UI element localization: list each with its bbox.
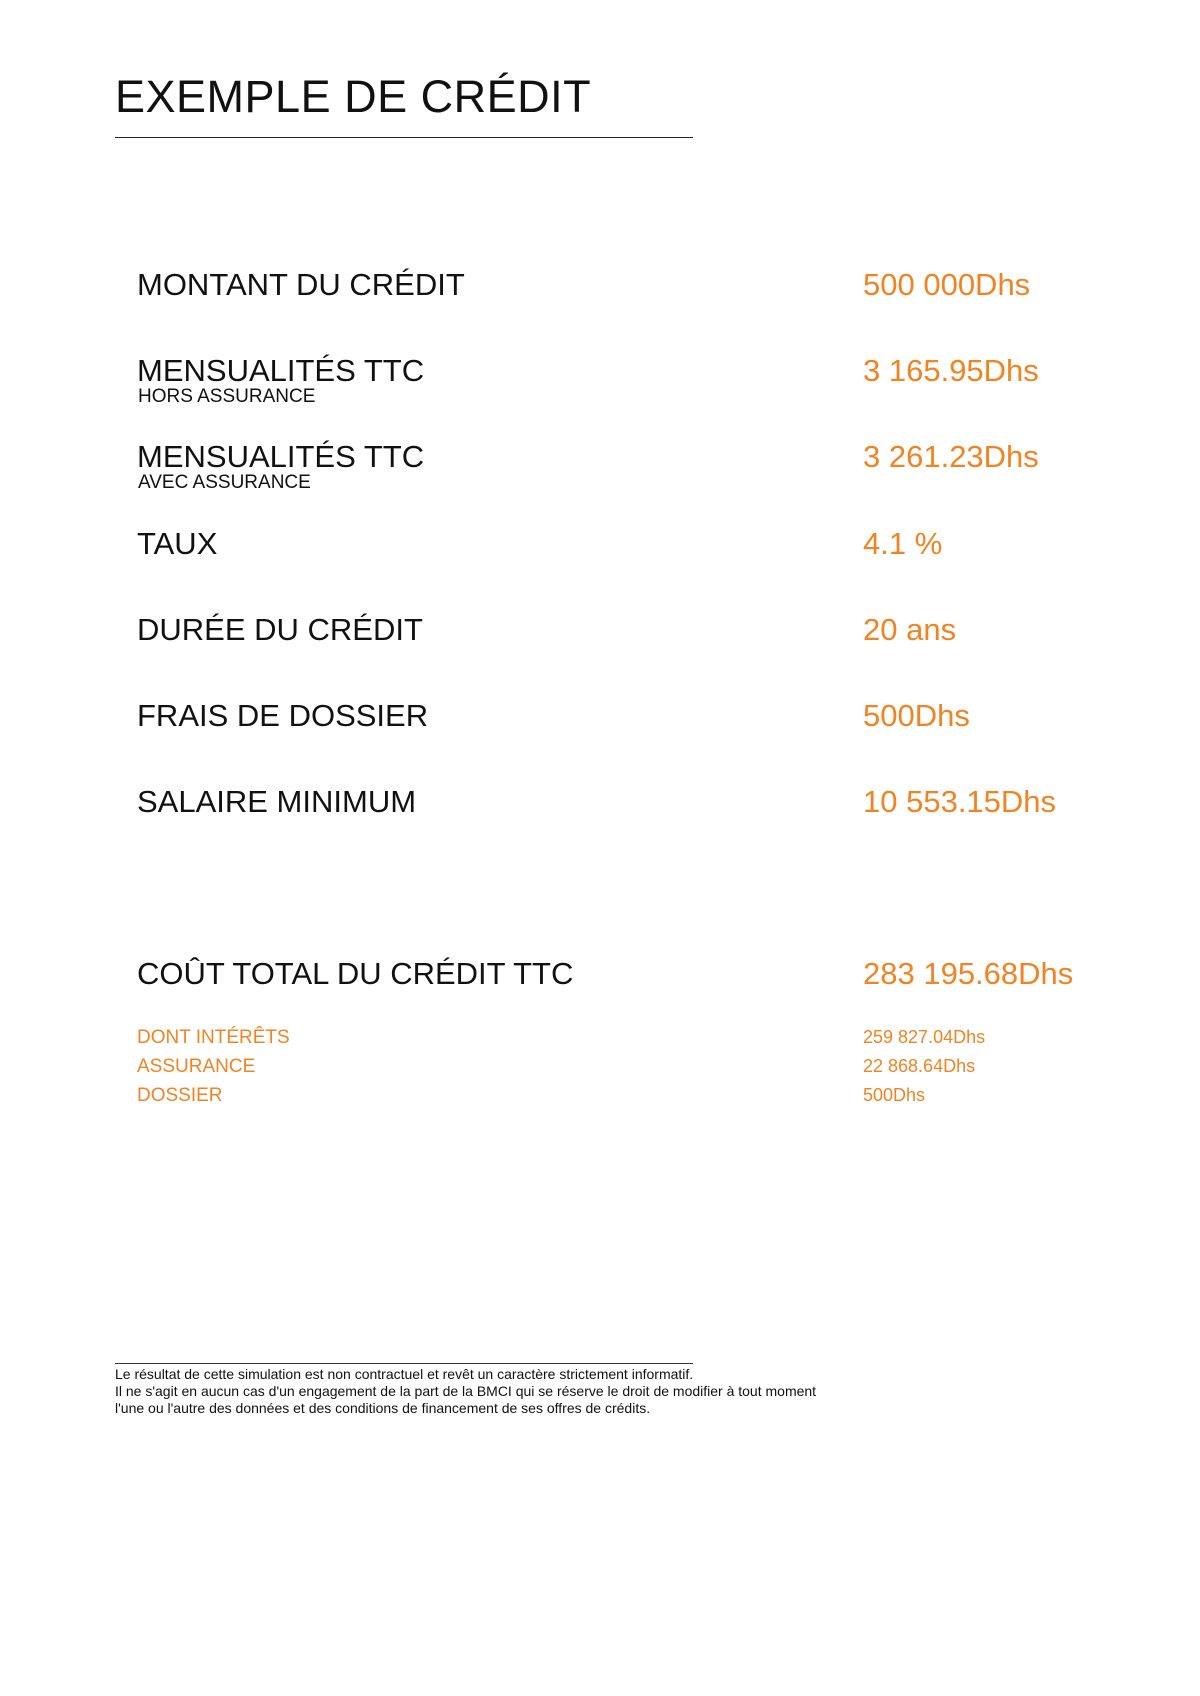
detail-value: 259 827.04Dhs (863, 1027, 986, 1047)
row-value: 20 ans (863, 612, 957, 647)
row-label: SALAIRE MINIMUM (137, 784, 417, 819)
total-label: COÛT TOTAL DU CRÉDIT TTC (137, 956, 574, 991)
disclaimer-line: Il ne s'agit en aucun cas d'un engagement de la part de la BMCI qui se réserve le droit de modifier à tout moment (115, 1383, 817, 1399)
detail-label: ASSURANCE (137, 1056, 256, 1077)
row-sublabel: HORS ASSURANCE (138, 386, 316, 407)
detail-label: DONT INTÉRÊTS (137, 1027, 290, 1048)
row-value: 3 261.23Dhs (863, 439, 1039, 474)
total-detail-file (0, 1085, 1200, 1111)
total-detail-interest (0, 1027, 1200, 1053)
row-label: FRAIS DE DOSSIER (137, 698, 429, 733)
row-label: TAUX (137, 526, 218, 561)
detail-value: 500Dhs (863, 1085, 926, 1105)
row-value: 500Dhs (863, 698, 970, 733)
total-value: 283 195.68Dhs (863, 956, 1074, 991)
detail-value: 22 868.64Dhs (863, 1056, 976, 1076)
row-sublabel: AVEC ASSURANCE (138, 472, 311, 493)
detail-label: DOSSIER (137, 1085, 223, 1106)
row-value: 4.1 % (863, 526, 943, 561)
row-label: MENSUALITÉS TTC (137, 439, 425, 474)
page-title: EXEMPLE DE CRÉDIT (115, 71, 592, 122)
disclaimer-line: l'une ou l'autre des données et des conditions de financement de ses offres de crédits. (115, 1400, 651, 1416)
total-detail-insurance (0, 1056, 1200, 1082)
row-label: MENSUALITÉS TTC (137, 353, 425, 388)
footer-divider (115, 1363, 693, 1364)
title-divider (115, 137, 693, 138)
row-value: 3 165.95Dhs (863, 353, 1039, 388)
row-value: 500 000Dhs (863, 267, 1031, 302)
disclaimer-line: Le résultat de cette simulation est non contractuel et revêt un caractère strictement informatif. (115, 1366, 694, 1382)
row-label: DURÉE DU CRÉDIT (137, 612, 423, 647)
row-value: 10 553.15Dhs (863, 784, 1057, 819)
row-label: MONTANT DU CRÉDIT (137, 267, 465, 302)
disclaimer (115, 1366, 1095, 1417)
